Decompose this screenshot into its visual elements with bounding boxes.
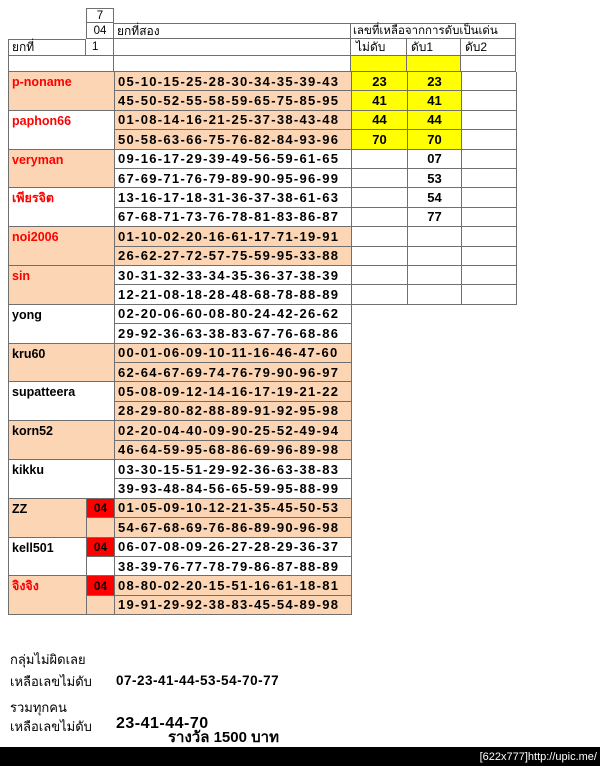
cell-notcut-2[interactable] bbox=[352, 247, 408, 266]
col-header-not-cut[interactable]: ไม่ดับ bbox=[351, 39, 407, 56]
value-notcut-2[interactable]: 70 bbox=[352, 130, 408, 149]
numbers-line2[interactable]: 62-64-67-69-74-76-79-90-96-97 bbox=[115, 363, 352, 382]
player-name-cell[interactable]: sin bbox=[9, 266, 115, 305]
cell-yellow-blank[interactable] bbox=[351, 56, 407, 72]
player-row-yong bbox=[9, 305, 517, 344]
cell-cut2-1[interactable] bbox=[462, 188, 517, 207]
numbers-line1[interactable]: 30-31-32-33-34-35-36-37-38-39 bbox=[115, 266, 352, 285]
player-name-cell[interactable]: p-noname bbox=[9, 72, 115, 111]
all-players-title: รวมทุกคน bbox=[10, 699, 67, 715]
value-cut1-2[interactable]: 41 bbox=[408, 91, 462, 110]
cell-round-label[interactable]: ยกที่ bbox=[8, 39, 86, 56]
value-cut1-2[interactable]: 77 bbox=[408, 208, 462, 227]
cell-cut2-1[interactable] bbox=[462, 150, 517, 169]
player-row-zz bbox=[9, 499, 517, 538]
cell-cut2-2[interactable] bbox=[462, 169, 517, 188]
numbers-line1[interactable]: 09-16-17-29-39-49-56-59-61-65 bbox=[115, 150, 352, 169]
player-name-cell[interactable]: ZZ bbox=[9, 499, 87, 538]
cell-blank[interactable] bbox=[114, 56, 351, 72]
player-rows bbox=[8, 72, 517, 615]
player-row-p-noname bbox=[9, 72, 517, 111]
numbers-line1[interactable]: 06-07-08-09-26-27-28-29-36-37 bbox=[115, 538, 352, 557]
numbers-line2[interactable]: 29-92-36-63-38-83-67-76-68-86 bbox=[115, 324, 352, 343]
numbers-line2[interactable]: 67-68-71-73-76-78-81-83-86-87 bbox=[115, 208, 352, 227]
player-name-cell[interactable]: paphon66 bbox=[9, 111, 115, 150]
remaining-numbers: 07-23-41-44-53-54-70-77 bbox=[116, 672, 280, 688]
value-cut1-2[interactable]: 70 bbox=[408, 130, 462, 149]
player-name-cell[interactable]: supatteera bbox=[9, 382, 115, 421]
remaining-label: เหลือเลขไม่ดับ bbox=[10, 673, 92, 689]
badge-04[interactable]: 04 bbox=[87, 499, 115, 518]
value-cut1-1[interactable]: 44 bbox=[408, 111, 462, 130]
numbers-line1[interactable]: 05-10-15-25-28-30-34-35-39-43 bbox=[115, 72, 352, 91]
numbers-line2[interactable]: 19-91-29-92-38-83-45-54-89-98 bbox=[115, 596, 352, 615]
numbers-line2[interactable]: 38-39-76-77-78-79-86-87-88-89 bbox=[115, 557, 352, 576]
value-cut1-1[interactable]: 54 bbox=[408, 188, 462, 207]
numbers-line1[interactable]: 02-20-04-40-09-90-25-52-49-94 bbox=[115, 421, 352, 440]
player-row-veryman bbox=[9, 150, 517, 189]
player-name-cell[interactable]: kikku bbox=[9, 460, 115, 499]
player-row-korn52 bbox=[9, 421, 517, 460]
player-row-kru60 bbox=[9, 344, 517, 383]
player-name-cell[interactable]: จิงจิง bbox=[9, 576, 87, 615]
player-name-cell[interactable]: เพียรจิต bbox=[9, 188, 115, 227]
player-row-phianjit bbox=[9, 188, 517, 227]
player-name-cell[interactable]: kru60 bbox=[9, 344, 115, 383]
player-row-noi2006 bbox=[9, 227, 517, 266]
numbers-line2[interactable]: 39-93-48-84-56-65-59-95-88-99 bbox=[115, 479, 352, 498]
numbers-line2[interactable]: 26-62-27-72-57-75-59-95-33-88 bbox=[115, 247, 352, 266]
cell-cut2-1[interactable] bbox=[462, 111, 517, 130]
value-cut1-2[interactable]: 53 bbox=[408, 169, 462, 188]
cell-yellow-blank[interactable] bbox=[407, 56, 461, 72]
prize-text: รางวัล 1500 บาท bbox=[168, 729, 279, 746]
numbers-line1[interactable]: 13-16-17-18-31-36-37-38-61-63 bbox=[115, 188, 352, 207]
cell-blank[interactable] bbox=[8, 56, 114, 72]
cell-cut2-2[interactable] bbox=[462, 247, 517, 266]
watermark-bar bbox=[0, 747, 600, 766]
player-name-cell[interactable]: korn52 bbox=[9, 421, 115, 460]
numbers-line1[interactable]: 02-20-06-60-08-80-24-42-26-62 bbox=[115, 305, 352, 324]
player-row-kikku bbox=[9, 460, 517, 499]
cell-notcut-1[interactable] bbox=[352, 227, 408, 246]
cell-notcut-2[interactable] bbox=[352, 208, 408, 227]
cell-cut2-1[interactable] bbox=[462, 227, 517, 246]
cell-cut1-2[interactable] bbox=[408, 285, 462, 304]
player-row-supatteera bbox=[9, 382, 517, 421]
badge-04[interactable]: 04 bbox=[87, 538, 115, 557]
badge-04[interactable]: 04 bbox=[87, 576, 115, 595]
cell-draw-number[interactable]: 7 bbox=[86, 8, 114, 23]
cell-cut2-2[interactable] bbox=[462, 285, 517, 304]
cell-cut2-2[interactable] bbox=[462, 130, 517, 149]
cell-remaining-title[interactable]: เลขที่เหลือจากการดับเป็นเด่น bbox=[351, 23, 516, 39]
cell-round-number[interactable]: 1 bbox=[86, 39, 114, 56]
numbers-line2[interactable]: 28-29-80-82-88-89-91-92-95-98 bbox=[115, 402, 352, 421]
player-name-cell[interactable]: noi2006 bbox=[9, 227, 115, 266]
cell-notcut-2[interactable] bbox=[352, 169, 408, 188]
numbers-line2[interactable]: 12-21-08-18-28-48-68-78-88-89 bbox=[115, 285, 352, 304]
numbers-line2[interactable]: 46-64-59-95-68-86-69-96-89-98 bbox=[115, 441, 352, 460]
cell-cut2-1[interactable] bbox=[462, 72, 517, 91]
cell-round2-label[interactable]: ยกที่สอง bbox=[114, 23, 351, 39]
value-cut1-1[interactable]: 23 bbox=[408, 72, 462, 91]
cell-blank[interactable] bbox=[114, 39, 351, 56]
cell-notcut-1[interactable] bbox=[352, 150, 408, 169]
numbers-line2[interactable]: 54-67-68-69-76-86-89-90-96-98 bbox=[115, 518, 352, 537]
remaining-numbers-final: 23-41-44-70 bbox=[116, 715, 209, 732]
cell-cut1-1[interactable] bbox=[408, 266, 462, 285]
cell-cut2-2[interactable] bbox=[462, 208, 517, 227]
numbers-line2[interactable]: 50-58-63-66-75-76-82-84-93-96 bbox=[115, 130, 352, 149]
cell-cut1-1[interactable] bbox=[408, 227, 462, 246]
value-notcut-2[interactable]: 41 bbox=[352, 91, 408, 110]
remaining-label-2: เหลือเลขไม่ดับ bbox=[10, 718, 92, 734]
cell-notcut-2[interactable] bbox=[352, 285, 408, 304]
watermark-text: [622x777]http://upic.me/ bbox=[479, 750, 597, 763]
value-notcut-1[interactable]: 23 bbox=[352, 72, 408, 91]
player-row-jingjing bbox=[9, 576, 517, 615]
col-header-cut1[interactable]: ดับ1 bbox=[407, 39, 461, 56]
value-cut1-1[interactable]: 07 bbox=[408, 150, 462, 169]
player-row-sin bbox=[9, 266, 517, 305]
player-row-paphon66 bbox=[9, 111, 517, 150]
player-name-cell[interactable]: kell501 bbox=[9, 538, 87, 577]
cell-notcut-1[interactable] bbox=[352, 266, 408, 285]
numbers-line2[interactable]: 67-69-71-76-79-89-90-95-96-99 bbox=[115, 169, 352, 188]
numbers-line1[interactable]: 01-08-14-16-21-25-37-38-43-48 bbox=[115, 111, 352, 130]
player-row-kell501 bbox=[9, 538, 517, 577]
cell-cut2-1[interactable] bbox=[462, 266, 517, 285]
numbers-line1[interactable]: 03-30-15-51-29-92-36-63-38-83 bbox=[115, 460, 352, 479]
cell-cut2-2[interactable] bbox=[462, 91, 517, 110]
group-no-miss-title: กลุ่มไม่ผิดเลย bbox=[10, 651, 86, 667]
cell-cut1-2[interactable] bbox=[408, 247, 462, 266]
numbers-line1[interactable]: 08-80-02-20-15-51-16-61-18-81 bbox=[115, 576, 352, 595]
player-name-cell[interactable]: veryman bbox=[9, 150, 115, 189]
numbers-line1[interactable]: 05-08-09-12-14-16-17-19-21-22 bbox=[115, 382, 352, 401]
cell-draw-code[interactable]: 04 bbox=[86, 23, 114, 39]
cell-notcut-1[interactable] bbox=[352, 188, 408, 207]
numbers-line1[interactable]: 01-05-09-10-12-21-35-45-50-53 bbox=[115, 499, 352, 518]
cell-blank[interactable] bbox=[461, 56, 516, 72]
value-notcut-1[interactable]: 44 bbox=[352, 111, 408, 130]
col-header-cut2[interactable]: ดับ2 bbox=[461, 39, 516, 56]
numbers-line2[interactable]: 45-50-52-55-58-59-65-75-85-95 bbox=[115, 91, 352, 110]
player-name-cell[interactable]: yong bbox=[9, 305, 115, 344]
numbers-line1[interactable]: 00-01-06-09-10-11-16-46-47-60 bbox=[115, 344, 352, 363]
numbers-line1[interactable]: 01-10-02-20-16-61-17-71-19-91 bbox=[115, 227, 352, 246]
